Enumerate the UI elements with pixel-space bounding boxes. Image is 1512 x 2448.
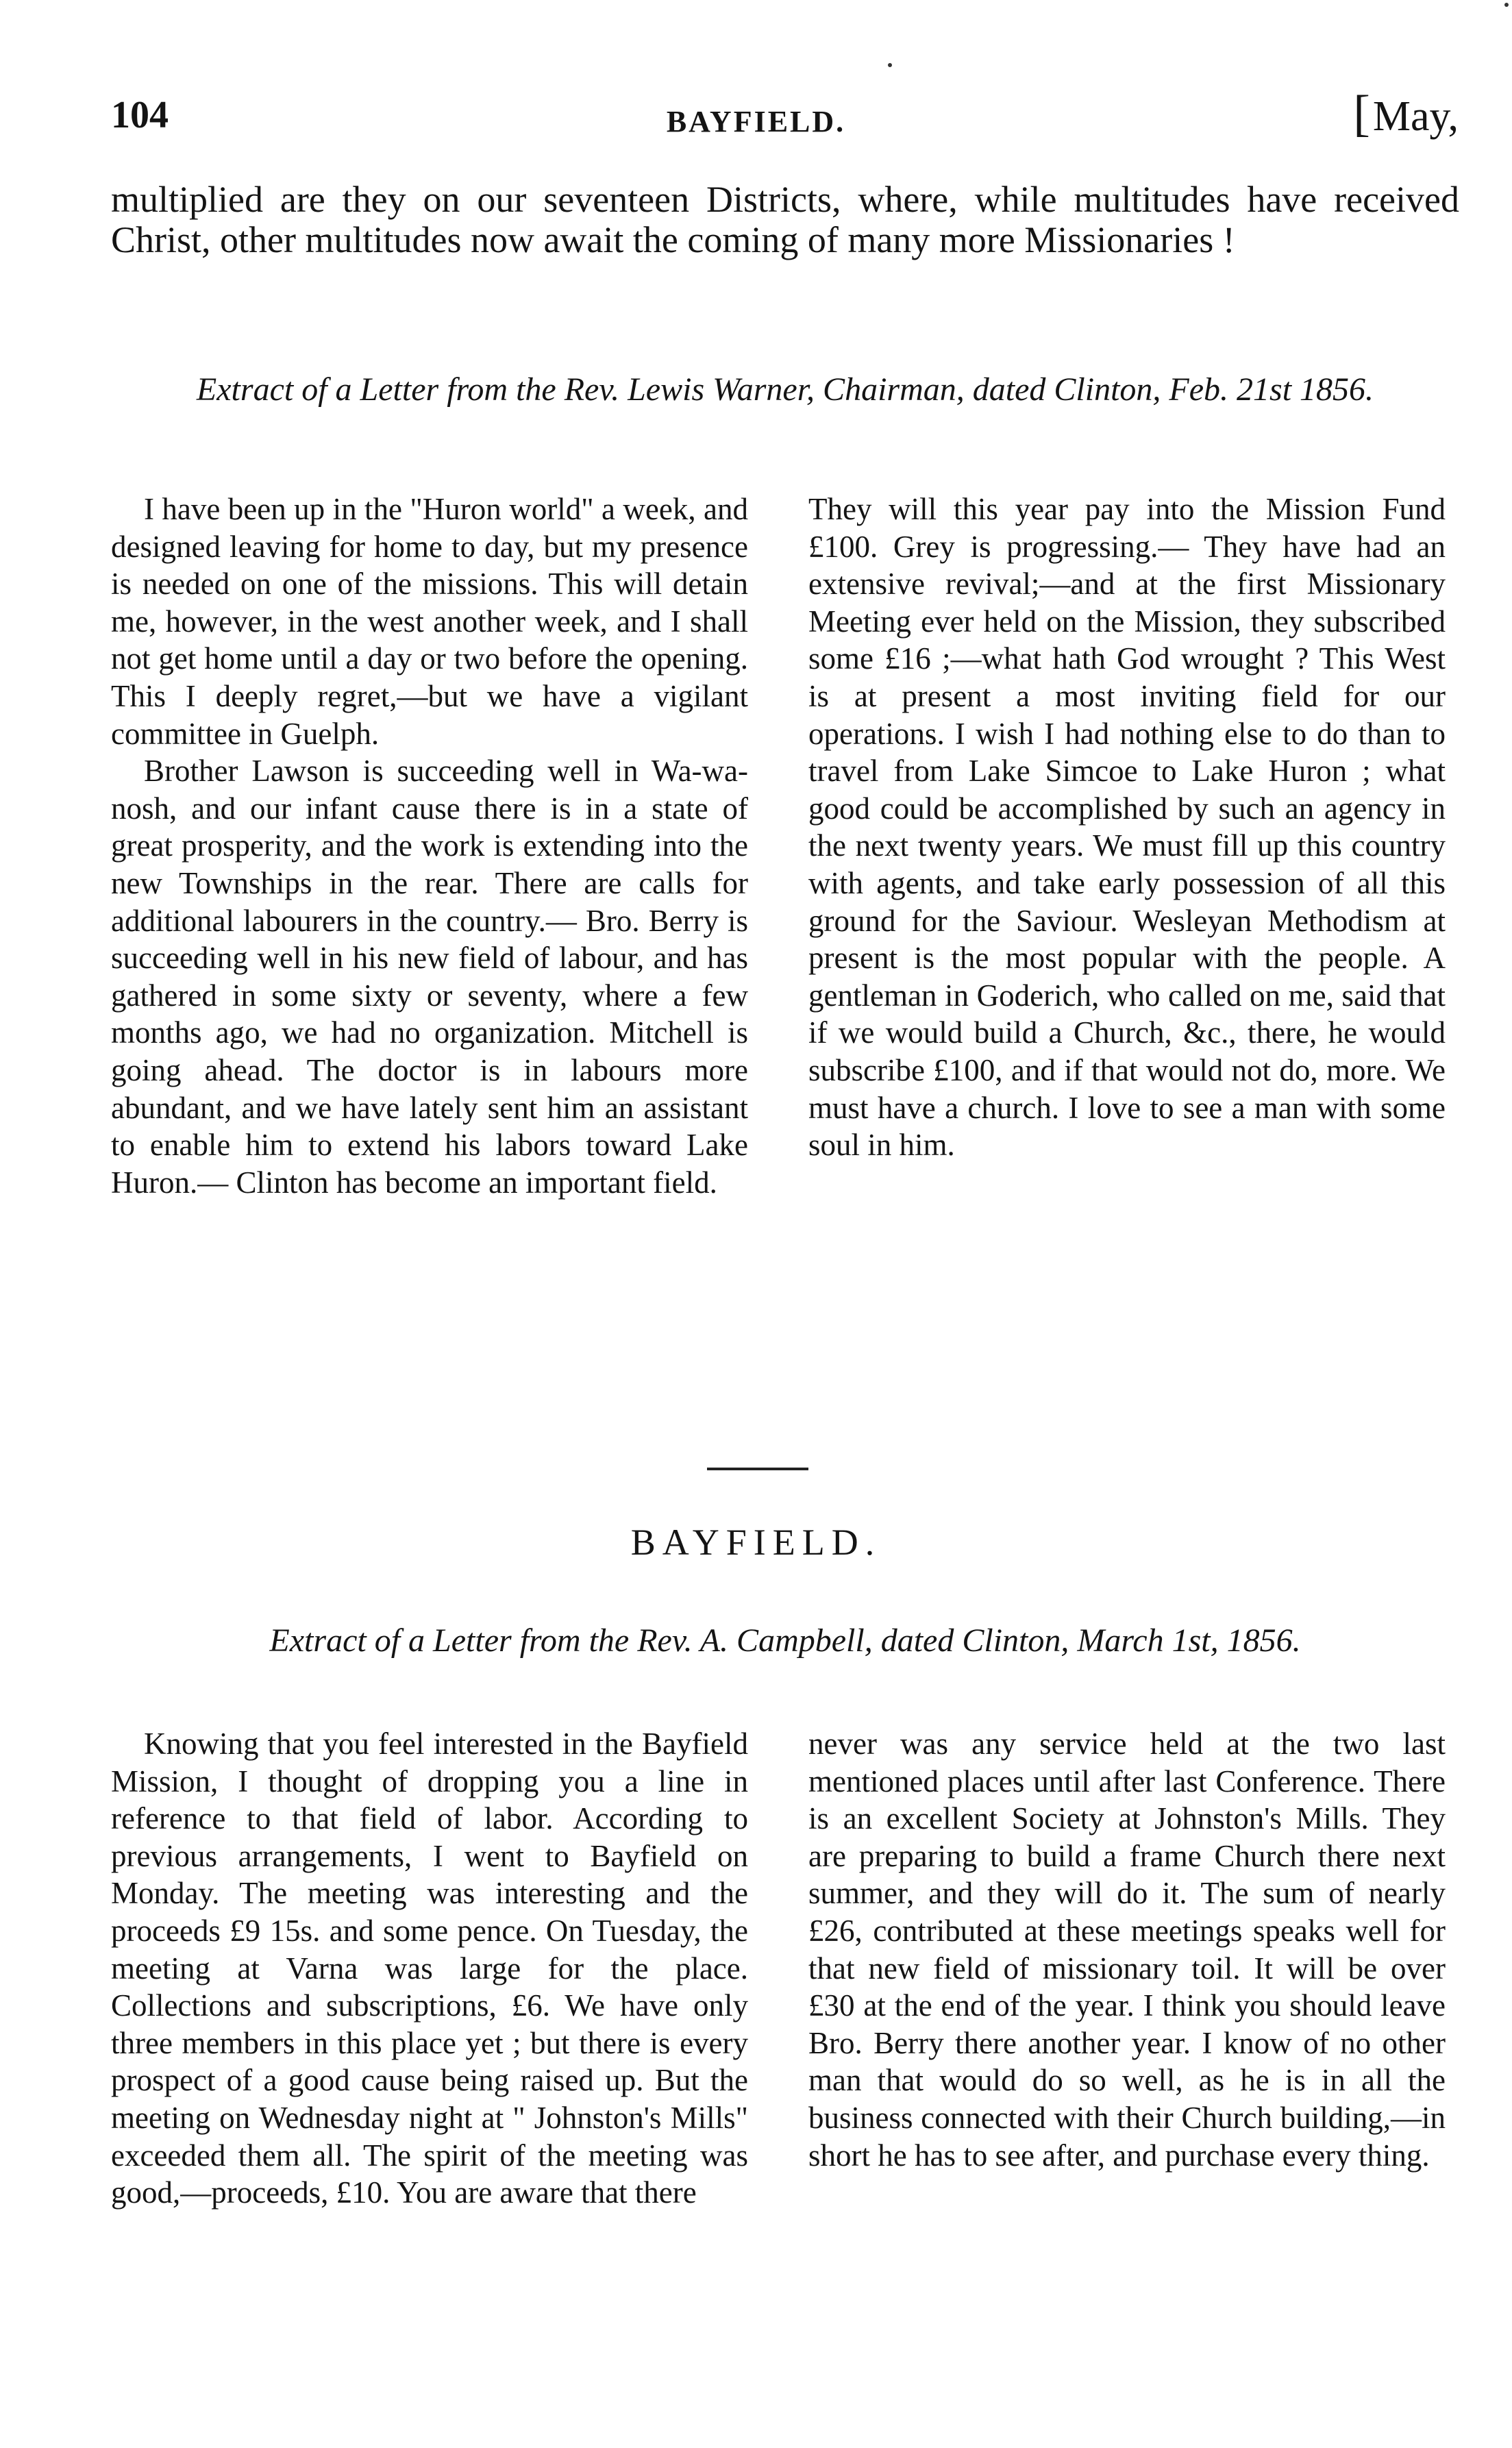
ink-speck <box>888 63 892 67</box>
letter2-right-column <box>808 1725 1446 2174</box>
month-label: May, <box>1372 93 1459 140</box>
section-title: BAYFIELD. <box>630 1522 882 1563</box>
section-divider <box>707 1468 808 1470</box>
ink-speck <box>1504 3 1509 7</box>
letter1-right-column <box>808 491 1446 1164</box>
running-title: BAYFIELD. <box>666 105 846 138</box>
paragraph: Knowing that you feel interested in the Bayfield Mission, I thought of dropping you a line in reference to that field of labor. According to previous arrangements, I went to Bayfield on Monday. The meeting was interesting and the proceeds £9 15s. and some pence. On Tuesday, the meeting at Varna was large for the place. Collections and subscriptions, £6. We have only three members in this place yet ; but there is every prospect of a good cause being raised up. But the meeting on Wednesday night at " Johnston's Mills" exceeded them all. The spirit of the meeting was good,—proceeds, £10. You are aware that there <box>111 1727 748 2210</box>
running-month <box>1353 86 1459 142</box>
letter2-left-column <box>111 1725 748 2212</box>
bracket-glyph: [ <box>1353 86 1370 142</box>
page-number: 104 <box>111 94 169 136</box>
paragraph: They will this year pay into the Mission Fund £100. Grey is progressing.— They have had an extensive revival;—and at the first Missionary Meeting ever held on the Mission, they subscribed some £16 ;—what hath God wrought ? This West is at present a most inviting field for our operations. I wish I had nothing else to do than to travel from Lake Simcoe to Lake Huron ; what good could be accomplished by such an agency in the next twenty years. We must fill up this country with agents, and take early possession of all this ground for the Saviour. Wesleyan Methodism at present is the most popular with the people. A gentleman in Goderich, who called on me, said that if we would build a Church, &c., there, he would subscribe £100, and if that would not do, more. We must have a church. I love to see a man with some soul in him. <box>808 492 1446 1163</box>
letter1-left-column <box>111 491 748 1201</box>
intro-paragraph: multiplied are they on our seventeen Districts, where, while multitudes have received Christ, other multitudes now await the coming of many more Missionaries ! <box>111 179 1459 260</box>
paragraph: Brother Lawson is succeeding well in Wa-wa-nosh, and our infant cause there is in a state of great prosperity, and the work is extending into the new Townships in the rear. There are calls for additional labourers in the country.— Bro. Berry is succeeding well in his new field of labour, and has gathered in some sixty or seventy, where a few months ago, we had no organization. Mitchell is going ahead. The doctor is in labours more abundant, and we have lately sent him an assistant to enable him to extend his labors toward Lake Huron.— Clinton has become an important field. <box>111 754 748 1200</box>
paragraph: never was any service held at the two last mentioned places until after last Conference. There is an excellent Society at Johnston's Mills. They are preparing to build a frame Church there next summer, and they will do it. The sum of nearly £26, contributed at these meetings speaks well for that new field of missionary toil. It will be over £30 at the end of the year. I think you should leave Bro. Berry there another year. I know of no other man that would do so well, as he is in all the business connected with their Church building,—in short he has to see after, and purchase every thing. <box>808 1727 1446 2173</box>
letter-caption-warner: Extract of a Letter from the Rev. Lewis Warner, Chairman, dated Clinton, Feb. 21st 1856. <box>196 371 1374 408</box>
letter-caption-campbell: Extract of a Letter from the Rev. A. Campbell, dated Clinton, March 1st, 1856. <box>269 1622 1301 1659</box>
paragraph: I have been up in the "Huron world" a week, and designed leaving for home to day, but my presence is needed on one of the missions. This will detain me, however, in the west another week, and I shall not get home until a day or two before the opening. This I deeply regret,—but we have a vigilant committee in Guelph. <box>111 492 748 751</box>
